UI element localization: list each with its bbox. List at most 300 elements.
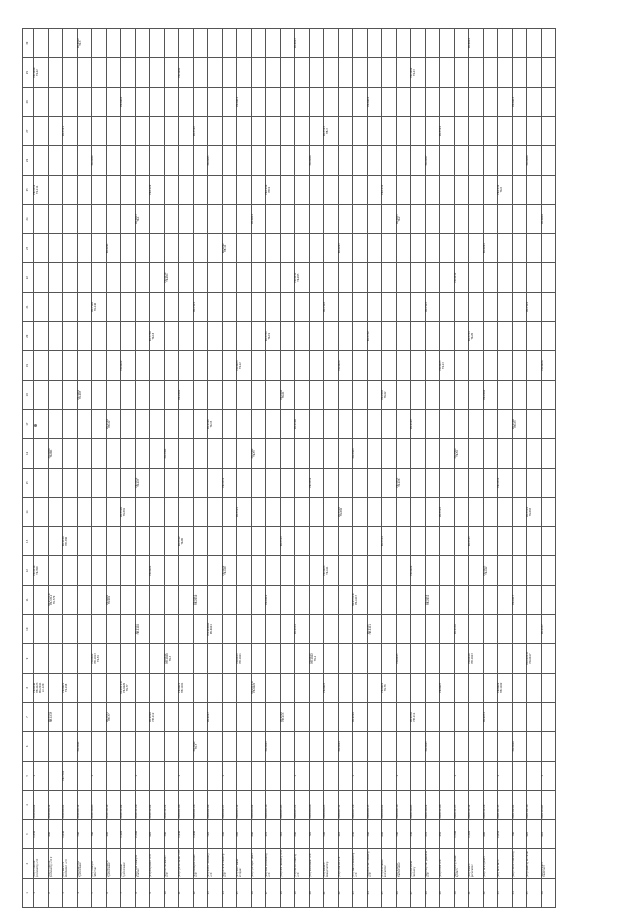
header-quantity: 3 (23, 820, 34, 849)
cell-empty (77, 322, 92, 351)
cell-empty (353, 380, 368, 409)
cell-empty (266, 615, 281, 644)
cell-empty (440, 87, 455, 116)
row-description: [36] Naphtha hydrotreater (77, 849, 92, 878)
cell-empty (382, 556, 397, 585)
cell-empty (353, 615, 368, 644)
cell-empty (48, 322, 63, 351)
row-number: 30 (454, 878, 469, 907)
cell-empty (396, 556, 411, 585)
row-number: 11 (179, 878, 194, 907)
table-row (222, 29, 237, 908)
cell-empty (121, 468, 136, 497)
cell-empty (92, 204, 107, 233)
cell-empty (251, 58, 266, 87)
cell-entry: PR-5522 (193, 116, 208, 145)
cell-empty (193, 497, 208, 526)
cell-empty (295, 116, 310, 145)
cell-empty (411, 468, 426, 497)
cell-empty (92, 497, 107, 526)
cell-empty (483, 585, 498, 614)
cell-entry: PR-7123 (425, 292, 440, 321)
cell-empty (440, 556, 455, 585)
row-description: [59] Benzene recovery (411, 849, 426, 878)
cell-empty (324, 234, 339, 263)
cell-empty (367, 468, 382, 497)
cell-empty (106, 116, 121, 145)
cell-empty (309, 732, 324, 761)
cell-empty (411, 732, 426, 761)
cell-empty (483, 497, 498, 526)
cell-empty (483, 292, 498, 321)
cell-empty (396, 615, 411, 644)
table-row (280, 29, 295, 908)
cell-empty (164, 673, 179, 702)
row-quantity: 2,050 (498, 820, 513, 849)
row-date: 2020-01-26 (193, 790, 208, 819)
cell-empty (193, 615, 208, 644)
row-description: [41] Alkylation unit (150, 849, 165, 878)
cell-empty (541, 29, 556, 58)
row-quantity: 920 (527, 820, 542, 849)
cell-empty (295, 351, 310, 380)
cell-entry: x (34, 761, 49, 790)
cell-entry: PR-6613 HB-1041 (237, 644, 252, 673)
cell-empty (353, 175, 368, 204)
cell-empty (237, 409, 252, 438)
cell-empty (280, 761, 295, 790)
cell-empty (266, 527, 281, 556)
cell-empty (498, 644, 513, 673)
cell-empty (541, 409, 556, 438)
cell-entry: PR-4422 TK-440 (222, 556, 237, 585)
row-quantity: 380 (164, 820, 179, 849)
cell-empty (251, 116, 266, 145)
cell-empty (425, 527, 440, 556)
header-col-18: 18 (23, 380, 34, 409)
cell-empty (382, 29, 397, 58)
cell-empty (382, 58, 397, 87)
cell-empty (77, 175, 92, 204)
cell-empty (48, 292, 63, 321)
row-quantity: 780 (512, 820, 527, 849)
cell-empty (222, 146, 237, 175)
cell-empty (251, 585, 266, 614)
cell-empty (367, 116, 382, 145)
cell-empty (222, 439, 237, 468)
cell-empty (34, 204, 49, 233)
table-row (251, 29, 266, 908)
cell-empty (498, 29, 513, 58)
cell-empty (454, 585, 469, 614)
cell-empty (193, 761, 208, 790)
row-date: 2020-01-08 (179, 790, 194, 819)
cell-empty (382, 644, 397, 673)
cell-empty (425, 702, 440, 731)
cell-entry: PR-3551 HB-77 (106, 702, 121, 731)
cell-empty (63, 292, 78, 321)
cell-empty (164, 146, 179, 175)
cell-entry: PR-3045 (425, 732, 440, 761)
cell-empty (208, 497, 223, 526)
cell-empty (396, 439, 411, 468)
cell-empty (266, 556, 281, 585)
cell-empty (222, 380, 237, 409)
cell-empty (498, 58, 513, 87)
cell-empty (367, 497, 382, 526)
cell-empty (106, 351, 121, 380)
row-description: [42] Isomerization unit (164, 849, 179, 878)
cell-empty (483, 673, 498, 702)
cell-empty (425, 175, 440, 204)
cell-empty (179, 732, 194, 761)
cell-empty (353, 351, 368, 380)
cell-empty (295, 380, 310, 409)
cell-empty (483, 175, 498, 204)
row-number: 1 (34, 878, 49, 907)
cell-entry: PR-2204 (92, 146, 107, 175)
header-col-26: 26 (23, 146, 34, 175)
cell-empty (251, 146, 266, 175)
cell-empty (222, 702, 237, 731)
row-description: [49] Gas processing unit (266, 849, 281, 878)
cell-empty (541, 527, 556, 556)
cell-empty (295, 644, 310, 673)
cell-empty (469, 263, 484, 292)
cell-empty (353, 292, 368, 321)
cell-entry: PR-6613 (512, 87, 527, 116)
cell-empty (512, 234, 527, 263)
cell-empty (396, 263, 411, 292)
cell-empty (411, 497, 426, 526)
cell-empty (527, 673, 542, 702)
cell-empty (440, 175, 455, 204)
cell-empty (106, 263, 121, 292)
row-description: [68] Effluent treatment (541, 849, 556, 878)
cell-empty (222, 204, 237, 233)
cell-empty (541, 234, 556, 263)
cell-empty (367, 732, 382, 761)
cell-empty (237, 673, 252, 702)
cell-empty (179, 351, 194, 380)
row-number: 36 (541, 878, 556, 907)
cell-entry: PR-2202 TK-61 (280, 380, 295, 409)
cell-empty (251, 527, 266, 556)
cell-empty (353, 116, 368, 145)
row-description: [56] Bitumen blowing unit (367, 849, 382, 878)
cell-entry: PR-3351 (222, 468, 237, 497)
cell-empty (164, 585, 179, 614)
row-quantity: 860 (251, 820, 266, 849)
cell-entry: PR-4110 TK-390 (34, 556, 49, 585)
row-number: 9 (150, 878, 165, 907)
cell-empty (367, 527, 382, 556)
row-number: 14 (222, 878, 237, 907)
cell-empty (266, 234, 281, 263)
cell-empty (179, 29, 194, 58)
cell-empty (411, 673, 426, 702)
cell-empty (280, 732, 295, 761)
cell-empty (266, 380, 281, 409)
cell-empty (411, 439, 426, 468)
row-number: 22 (338, 878, 353, 907)
cell-empty (396, 175, 411, 204)
cell-empty (425, 116, 440, 145)
row-quantity: 1,640 (179, 820, 194, 849)
cell-empty (469, 673, 484, 702)
cell-entry: PR-1133 HB-4410 (135, 615, 150, 644)
row-quantity: 1,980 (193, 820, 208, 849)
cell-empty (222, 585, 237, 614)
cell-empty (512, 58, 527, 87)
row-quantity: 470 (266, 820, 281, 849)
cell-entry: PR-6621 TK-188 (63, 673, 78, 702)
cell-empty (440, 409, 455, 438)
header-date: 4 (23, 790, 34, 819)
table-row (164, 29, 179, 908)
table-row (527, 29, 542, 908)
cell-empty (498, 234, 513, 263)
cell-empty (92, 116, 107, 145)
cell-empty (338, 29, 353, 58)
cell-empty (469, 732, 484, 761)
cell-empty (164, 58, 179, 87)
cell-empty (483, 116, 498, 145)
row-description: [44] Delayed coker unit (193, 849, 208, 878)
cell-empty (106, 556, 121, 585)
cell-entry: PR-5522 TK-882 (338, 497, 353, 526)
cell-empty (251, 87, 266, 116)
cell-empty (367, 146, 382, 175)
cell-empty (396, 322, 411, 351)
cell-empty (338, 87, 353, 116)
header-col-9: 9 (23, 644, 34, 673)
cell-empty (106, 322, 121, 351)
cell-entry: PR-2201 (179, 380, 194, 409)
cell-empty (266, 351, 281, 380)
cell-empty (541, 439, 556, 468)
cell-empty (121, 322, 136, 351)
row-date: 2021-03-07 (541, 790, 556, 819)
cell-empty (498, 556, 513, 585)
row-date: 2020-02-27 (222, 790, 237, 819)
cell-empty (193, 29, 208, 58)
table-row (309, 29, 324, 908)
cell-empty (541, 585, 556, 614)
row-quantity: 1,040 (63, 820, 78, 849)
cell-empty (454, 204, 469, 233)
cell-entry: PR-2264 (483, 234, 498, 263)
cell-empty (541, 556, 556, 585)
cell-entry: PR-7701 (63, 761, 78, 790)
row-description: [39] Diesel hydrotreater (121, 849, 136, 878)
table-row (48, 29, 63, 908)
row-date: 2020-09-18 (396, 790, 411, 819)
cell-empty (63, 497, 78, 526)
cell-empty (164, 527, 179, 556)
cell-entry: PR-4410 TK-207 (77, 380, 92, 409)
cell-empty (77, 234, 92, 263)
cell-empty (309, 615, 324, 644)
cell-empty (396, 292, 411, 321)
cell-empty (106, 58, 121, 87)
cell-empty (150, 87, 165, 116)
cell-entry: PR-7733 TK-20 (469, 322, 484, 351)
cell-empty (367, 644, 382, 673)
cell-empty (309, 673, 324, 702)
cell-entry: PR-4423 TK-441 (324, 556, 339, 585)
cell-empty (34, 380, 49, 409)
row-date: 2020-09-01 (382, 790, 397, 819)
cell-empty (266, 468, 281, 497)
header-col-23: 23 (23, 234, 34, 263)
header-col-12: 12 (23, 556, 34, 585)
cell-empty (280, 204, 295, 233)
row-description: [63] Steam generation (469, 849, 484, 878)
cell-empty (541, 644, 556, 673)
cell-empty (324, 644, 339, 673)
cell-empty (77, 527, 92, 556)
cell-empty (121, 58, 136, 87)
cell-empty (77, 58, 92, 87)
cell-empty (396, 351, 411, 380)
cell-empty (164, 468, 179, 497)
cell-empty (527, 263, 542, 292)
header-col-22: 22 (23, 263, 34, 292)
cell-empty (498, 146, 513, 175)
header-col-13: 13 (23, 527, 34, 556)
cell-entry: PR-4422 (121, 351, 136, 380)
cell-entry: PR-3352 TK-114 (34, 175, 49, 204)
cell-empty (527, 439, 542, 468)
cell-empty (411, 615, 426, 644)
cell-entry: HX-2531-R PR-4415 (353, 585, 368, 614)
row-description: [38] Kerosene hydrotreater (106, 849, 121, 878)
cell-empty (469, 116, 484, 145)
row-quantity: 270 (425, 820, 440, 849)
row-quantity: 760 (92, 820, 107, 849)
cell-empty (309, 556, 324, 585)
cell-entry: PR-6626 HB-1102 (498, 673, 513, 702)
cell-empty (92, 468, 107, 497)
cell-empty (179, 556, 194, 585)
row-quantity: 690 (483, 820, 498, 849)
cell-empty (295, 234, 310, 263)
cell-empty (483, 468, 498, 497)
cell-empty (237, 58, 252, 87)
cell-empty (425, 380, 440, 409)
cell-empty (498, 527, 513, 556)
cell-empty (208, 234, 223, 263)
cell-empty (280, 409, 295, 438)
cell-empty (179, 234, 194, 263)
cell-empty (237, 204, 252, 233)
cell-empty (367, 29, 382, 58)
cell-empty (135, 29, 150, 58)
cell-empty (280, 263, 295, 292)
cell-empty (309, 204, 324, 233)
cell-entry: HX-2212-R PR-6622 (251, 673, 266, 702)
row-description: [48] Hydrogen plant (251, 849, 266, 878)
cell-empty (425, 673, 440, 702)
row-number: 29 (440, 878, 455, 907)
cell-empty (193, 468, 208, 497)
cell-empty (222, 732, 237, 761)
row-quantity: 540 (324, 820, 339, 849)
cell-empty (106, 527, 121, 556)
cell-empty (396, 58, 411, 87)
cell-empty (425, 409, 440, 438)
cell-empty (295, 58, 310, 87)
row-date: 2020-06-25 (324, 790, 339, 819)
cell-empty (121, 292, 136, 321)
cell-empty (498, 497, 513, 526)
row-description: [35] Vacuum distillation unit (63, 849, 78, 878)
cell-empty (382, 497, 397, 526)
cell-empty (121, 556, 136, 585)
cell-empty (512, 292, 527, 321)
cell-empty (382, 204, 397, 233)
cell-empty (353, 146, 368, 175)
cell-empty (483, 263, 498, 292)
cell-empty (280, 58, 295, 87)
cell-empty (164, 292, 179, 321)
cell-empty (135, 439, 150, 468)
cell-empty (498, 585, 513, 614)
cell-empty (483, 351, 498, 380)
row-number: 18 (280, 878, 295, 907)
cell-empty (469, 87, 484, 116)
row-quantity: 610 (541, 820, 556, 849)
row-date: 2020-12-12 (469, 790, 484, 819)
cell-empty (77, 263, 92, 292)
cell-empty (63, 556, 78, 585)
cell-entry: PR-3044 (338, 732, 353, 761)
cell-empty (150, 234, 165, 263)
header-col-30: 30 (23, 29, 34, 58)
cell-empty (106, 204, 121, 233)
rotated-table-sheet (22, 28, 620, 908)
table-row (425, 29, 440, 908)
cell-empty (353, 644, 368, 673)
cell-empty (469, 761, 484, 790)
row-quantity: 720 (309, 820, 324, 849)
cell-empty (179, 322, 194, 351)
cell-entry: PR-2203 TK-62 (382, 380, 397, 409)
cell-empty (150, 439, 165, 468)
cell-empty (512, 761, 527, 790)
cell-empty (527, 732, 542, 761)
cell-empty (34, 497, 49, 526)
cell-empty (106, 175, 121, 204)
cell-empty (324, 702, 339, 731)
cell-empty (483, 204, 498, 233)
cell-empty (193, 380, 208, 409)
cell-empty (527, 204, 542, 233)
cell-empty (440, 234, 455, 263)
cell-entry: PR-2205 (208, 146, 223, 175)
cell-empty (48, 87, 63, 116)
cell-empty (469, 468, 484, 497)
row-date: 2020-04-18 (266, 790, 281, 819)
cell-entry: PR-4424 (411, 556, 426, 585)
cell-entry: PR-2247 (208, 702, 223, 731)
cell-empty (454, 58, 469, 87)
cell-empty (63, 234, 78, 263)
cell-entry: x (92, 761, 107, 790)
table-row (121, 29, 136, 908)
cell-entry: PR-1132 TK-8 (498, 175, 513, 204)
